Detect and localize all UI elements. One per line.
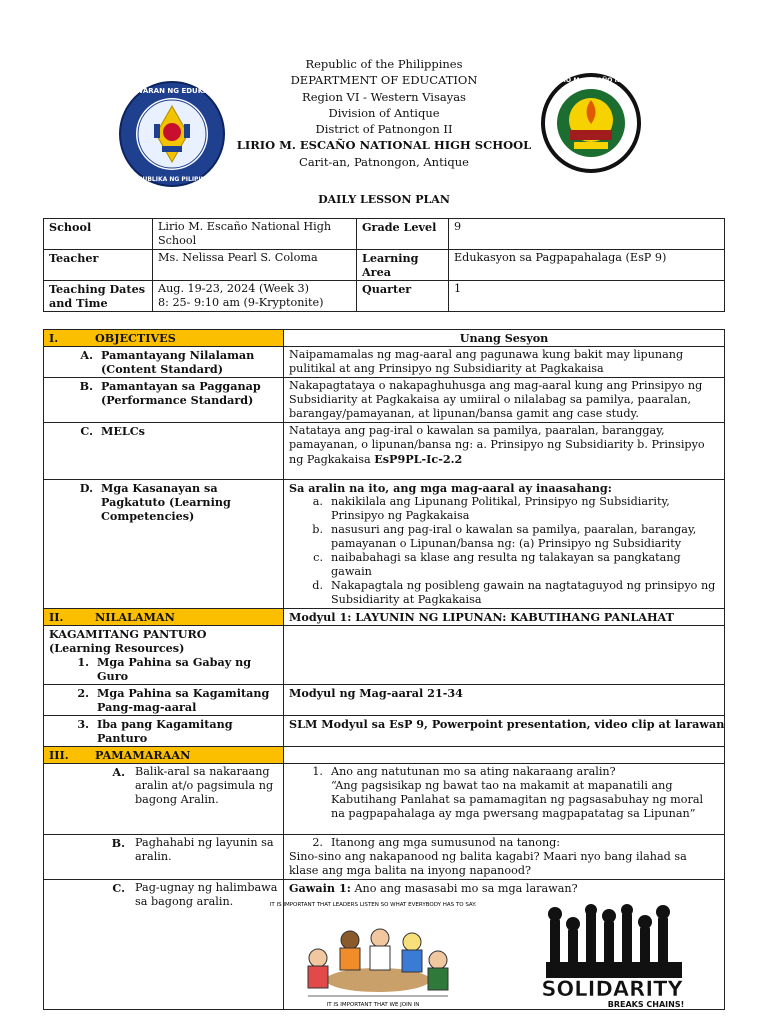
c-num: C. [80, 424, 93, 438]
resource-1-label: Mga Pahina sa Gabay ng Guro [97, 655, 252, 683]
plan-table [43, 329, 725, 1010]
objective-cell [44, 835, 284, 880]
objective-text [284, 835, 725, 880]
resource-1 [49, 655, 278, 683]
resource-2-value: Modyul ng Mag-aaral 21-34 [284, 685, 725, 716]
area-value: Edukasyon sa Pagpapahalaga (EsP 9) [449, 250, 725, 281]
list-item [289, 579, 719, 607]
resource-3 [49, 717, 278, 745]
school-value: Lirio M. Escaño National High School [153, 219, 357, 250]
list-text: Nakapagtala ng posibleng gawain na nagtataguyod ng prinsipyo ng Subsidiarity at Pagkakaisa [331, 579, 716, 606]
resource-2 [49, 686, 278, 714]
b-num: B. [79, 379, 93, 393]
header-line-4: Division of Antique [328, 105, 440, 120]
school-label: School [44, 219, 153, 250]
list-text: nakikilala ang Lipunang Politikal, Prinsipyo ng Subsidiarity, Prinsipyo ng Pagkakaisa [331, 495, 670, 522]
example-label: Pag-ugnay ng halimbawa sa bagong aralin. [135, 881, 278, 908]
objectives-header [44, 330, 284, 347]
pamamaraan-empty [284, 747, 725, 764]
solidarity-image [542, 906, 686, 1010]
resource-3-value: SLM Modyul sa EsP 9, Powerpoint presentation, video clip at larawan [284, 716, 725, 747]
breaks-chains-text: BREAKS CHAINS! [607, 1000, 685, 1009]
example-text [269, 880, 725, 1010]
objective-label: Paghahabi ng layunin sa aralin. [135, 836, 274, 863]
resources-empty [284, 626, 725, 685]
resource-1-num: 1. [77, 655, 89, 669]
nilalaman-label: NILALAMAN [95, 610, 175, 624]
list-text: nasusuri ang pag-iral o kawalan sa pamilya, paaralan, barangay, pamayanan o Lipunan/bansa ng: (a) Prinsipyo ng Subsidiarity [331, 523, 697, 550]
document-title: DAILY LESSON PLAN [318, 193, 450, 206]
resources-title: KAGAMITANG PANTURO [49, 627, 207, 641]
header-line-2: DEPARTMENT OF EDUCATION [290, 73, 478, 88]
teacher-label: Teacher [44, 250, 153, 281]
resource-3-num: 3. [77, 717, 89, 731]
dates-line-2: 8: 25- 9:10 am (9-Kryptonite) [158, 296, 324, 309]
list-item [289, 523, 719, 551]
dates-line-1: Aug. 19-23, 2024 (Week 3) [158, 282, 309, 295]
objective-question: Itanong ang mga sumusunod na tanong: [331, 836, 561, 849]
a-num: A. [80, 348, 93, 362]
review-num: A. [112, 765, 125, 779]
svg-text:LIRIO M. ESCAÑO NHS: LIRIO M. ESCAÑO NHS [552, 77, 630, 84]
review-label: Balik-aral sa nakaraang aralin at/o pagsimula ng bagong Aralin. [135, 765, 274, 806]
objectives-num: I. [49, 331, 59, 345]
dates-value [153, 281, 357, 312]
meeting-cartoon-image [269, 898, 477, 1008]
resource-3-cell [44, 716, 284, 747]
svg-text:REPUBLIKA NG PILIPINAS: REPUBLIKA NG PILIPINAS [129, 176, 215, 183]
info-table [43, 218, 725, 312]
review-cell [44, 764, 284, 835]
dates-label: Teaching Dates and Time [44, 281, 153, 312]
review-q-num: 1. [312, 765, 323, 778]
nilalaman-num: II. [49, 610, 64, 624]
melcs-text [284, 423, 725, 480]
resource-2-cell [44, 685, 284, 716]
svg-text:KAGAWARAN NG EDUKASYON: KAGAWARAN NG EDUKASYON [113, 87, 231, 95]
header-line-1: Republic of the Philippines [305, 57, 463, 71]
school-address: Carit-an, Patnongon, Antique [299, 154, 469, 169]
content-standard-cell [44, 347, 284, 378]
competencies-label: Mga Kasanayan sa Pagkatuto (Learning Competencies) [101, 481, 231, 523]
review-question: Ano ang natutunan mo sa ating nakaraang aralin? [331, 765, 616, 778]
melcs-code: EsP9PL-Ic-2.2 [374, 452, 463, 466]
list-marker: b. [312, 523, 323, 536]
quarter-label: Quarter [357, 281, 449, 312]
resource-3-label: Iba pang Kagamitang Panturo [97, 717, 233, 745]
competencies-list [289, 495, 719, 607]
solidarity-text: SOLIDARITY [541, 977, 683, 1001]
cartoon-caption-top: IT IS IMPORTANT THAT LEADERS LISTEN SO WHAT EVERYBODY HAS TO SAY. [269, 902, 477, 908]
quarter-value: 1 [449, 281, 725, 312]
list-item [289, 551, 719, 579]
session-header: Unang Sesyon [284, 330, 725, 347]
gawain-question: Ano ang masasabi mo sa mga larawan? [354, 882, 578, 895]
list-item [289, 495, 719, 523]
competencies-text [284, 480, 725, 609]
letterhead [0, 56, 768, 170]
list-marker: d. [312, 579, 323, 592]
nilalaman-text: Modyul 1: LAYUNIN NG LIPUNAN: KABUTIHANG PANLAHAT [284, 609, 725, 626]
objective-body: Sino-sino ang nakapanood ng balita kagabi? Maari nyo bang ilahad sa klase ang mga balita na inyong napanood? [289, 850, 687, 877]
resource-2-num: 2. [77, 686, 89, 700]
list-marker: a. [312, 495, 323, 508]
school-name: LIRIO M. ESCAÑO NATIONAL HIGH SCHOOL [236, 138, 532, 153]
content-standard-text: Naipamamalas ng mag-aaral ang pagunawa kung bakit may lipunang pulitikal at ang Prinsipyo ng Subsidiarity at Pagkakaisa [284, 347, 725, 378]
resources-subtitle: (Learning Resources) [49, 641, 185, 655]
teacher-value: Ms. Nelissa Pearl S. Coloma [153, 250, 357, 281]
d-num: D. [79, 481, 93, 495]
melcs-cell [44, 423, 284, 480]
performance-standard-text: Nakapagtataya o nakapaghuhusga ang mag-aaral kung ang Prinsipyo ng Subsidiarity at Pagkakaisa ay umiiral o nilalabag sa pamilya, paaralan, barangay/pamayanan, at lipunan/bansa gamit ang case study. [284, 378, 725, 423]
example-num: C. [112, 881, 125, 895]
performance-standard-label: Pamantayan sa Pagganap (Performance Standard) [101, 379, 261, 407]
example-cell [44, 880, 284, 1010]
cartoon-caption-bottom: IT IS IMPORTANT THAT WE JOIN IN [326, 1002, 420, 1008]
melcs-label: MELCs [101, 424, 145, 438]
content-standard-label: Pamantayang Nilalaman (Content Standard) [101, 348, 255, 376]
competencies-cell [44, 480, 284, 609]
objective-q-num: 2. [312, 836, 323, 849]
gawain-label: Gawain 1: [289, 881, 351, 895]
pamamaraan-header [44, 747, 284, 764]
performance-standard-cell [44, 378, 284, 423]
grade-value: 9 [449, 219, 725, 250]
list-text: naibabahagi sa klase ang resulta ng talakayan sa pangkatang gawain [331, 551, 681, 578]
objectives-label: OBJECTIVES [95, 331, 176, 345]
review-quote: “Ang pagsisikap ng bawat tao na makamit at mapanatili ang Kabutihang Panlahat sa pamamagitan ng pagsasabuhay ng moral na pagpapahalaga ay mga pwersang magpapatatag sa Lipunan” [331, 779, 704, 820]
header-line-3: Region VI - Western Visayas [302, 89, 466, 104]
grade-label: Grade Level [357, 219, 449, 250]
melcs-body: Natataya ang pag-iral o kawalan sa pamilya, paaralan, baranggay, pamayanan, o lipunan/bansa ng: a. Prinsipyo ng Subsidiarity b. Prinsipyo ng Pagkakaisa [289, 424, 705, 466]
resource-2-label: Mga Pahina sa Kagamitang Pang-mag-aaral [97, 686, 270, 714]
objective-num: B. [111, 836, 125, 850]
header-line-5: District of Patnongon II [315, 122, 453, 137]
area-label: Learning Area [357, 250, 449, 281]
resources-cell [44, 626, 284, 685]
review-text [284, 764, 725, 835]
nilalaman-header [44, 609, 284, 626]
pamamaraan-label: PAMAMARAAN [95, 748, 191, 762]
competencies-intro: Sa aralin na ito, ang mga mag-aaral ay inaasahang: [289, 481, 612, 495]
list-marker: c. [313, 551, 323, 564]
pamamaraan-num: III. [49, 748, 69, 762]
